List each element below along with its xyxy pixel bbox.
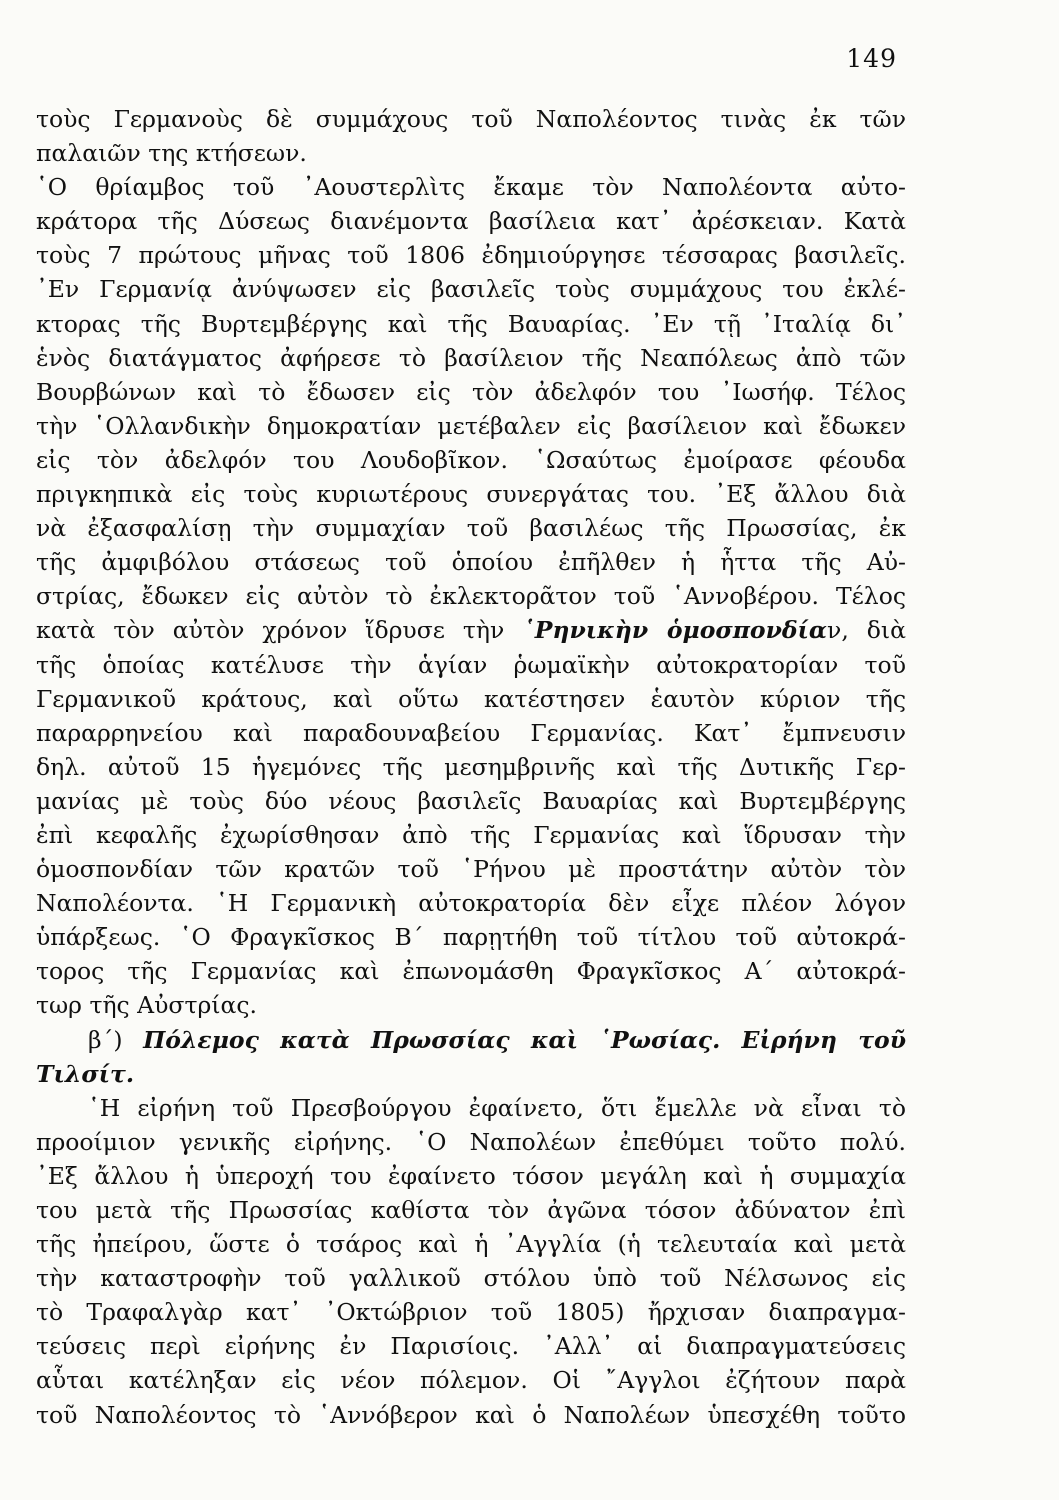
text-line: δηλ. αὐτοῦ 15 ἡγεμόνες τῆς μεσημβρινῆς καὶ τῆς Δυτικῆς Γερ- (36, 752, 906, 781)
text-line: τὴν ῾Ολλανδικὴν δημοκρατίαν μετέβαλεν εἰς βασίλειον καὶ ἔδωκεν (36, 411, 906, 440)
text-line: ἑνὸς διατάγματος ἀφήρεσε τὸ βασίλειον τῆς Νεαπόλεως ἀπὸ τῶν (36, 343, 906, 372)
text-line: ῾Ο θρίαμβος τοῦ ᾿Αουστερλὶτς ἔκαμε τὸν Ναπολέοντα αὐτο- (36, 173, 906, 202)
text-line: στρίας, ἔδωκεν εἰς αὐτὸν τὸ ἐκλεκτορᾶτον τοῦ ῾Αννοβέρου. Τέλος (36, 582, 906, 611)
text-line: ὁμοσπονδίαν τῶν κρατῶν τοῦ ῾Ρήνου μὲ προστάτην αὐτὸν τὸν (36, 855, 906, 884)
page-number: 149 (846, 44, 897, 73)
text-line: εἰς τὸν ἀδελφόν του Λουδοβῖκον. ῾Ωσαύτως ἐμοίρασε φέουδα (36, 445, 906, 474)
emphasized-text: Πόλεμος κατὰ Πρωσσίας καὶ ῾Ρωσίας. Εἰρήνη τοῦ (143, 1025, 906, 1054)
text-line: ὑπάρξεως. ῾Ο Φραγκῖσκος Β΄ παρῃτήθη τοῦ τίτλου τοῦ αὐτοκρά- (36, 923, 906, 952)
text-line: τῆς ἀμφιβόλου στάσεως τοῦ ὁποίου ἐπῆλθεν ἡ ἧττα τῆς Αὐ- (36, 548, 906, 577)
text-line: προοίμιον γενικῆς εἰρήνης. ῾Ο Ναπολέων ἐπεθύμει τοῦτο πολύ. (36, 1127, 906, 1156)
text-line: νὰ ἐξασφαλίσῃ τὴν συμμαχίαν τοῦ βασιλέως τῆς Πρωσσίας, ἐκ (36, 514, 906, 543)
text-line: τοὺς 7 πρώτους μῆνας τοῦ 1806 ἐδημιούργησε τέσσαρας βασιλεῖς. (36, 241, 906, 270)
body-text (36, 102, 906, 1432)
text-line: του μετὰ τῆς Πρωσσίας καθίστα τὸν ἀγῶνα τόσον ἀδύνατον ἐπὶ (36, 1196, 906, 1224)
text-line: παραρρηνείου καὶ παραδουναβείου Γερμανίας. Κατ᾿ ἔμπνευσιν (36, 718, 906, 747)
text-line: τῆς ἠπείρου, ὥστε ὁ τσάρος καὶ ἡ ᾿Αγγλία (ἡ τελευταία καὶ μετὰ (36, 1230, 906, 1259)
text-line: κράτορα τῆς Δύσεως διανέμοντα βασίλεια κατ᾿ ἀρέσκειαν. Κατὰ (36, 207, 906, 236)
text-line: κατὰ τὸν αὐτὸν χρόνον ἵδρυσε τὴν ῾Ρηνικὴν ὁμοσπονδίαν, διὰ (36, 616, 906, 645)
text-line: μανίας μὲ τοὺς δύο νέους βασιλεῖς Βαυαρίας καὶ Βυρτεμβέργης (36, 786, 906, 815)
text-line: ᾿Εν Γερμανίᾳ ἀνύψωσεν εἰς βασιλεῖς τοὺς συμμάχους του ἐκλέ- (36, 275, 906, 304)
text-line: τοὺς Γερμανοὺς δὲ συμμάχους τοῦ Ναπολέοντος τινὰς ἐκ τῶν (36, 105, 906, 133)
text-line: Βουρβώνων καὶ τὸ ἔδωσεν εἰς τὸν ἀδελφόν του ᾿Ιωσήφ. Τέλος (36, 377, 906, 406)
text-line (36, 1057, 906, 1091)
text-line: τωρ τῆς Αὐστρίας. (36, 991, 257, 1020)
text-line: πριγκηπικὰ εἰς τοὺς κυριωτέρους συνεργάτας του. ᾿Εξ ἄλλου διὰ (36, 480, 906, 509)
text-line: ᾿Εξ ἄλλου ἡ ὑπεροχή του ἐφαίνετο τόσον μεγάλη καὶ ἡ συμμαχία (36, 1161, 906, 1190)
text-line: ἐπὶ κεφαλῆς ἐχωρίσθησαν ἀπὸ τῆς Γερμανίας καὶ ἵδρυσαν τὴν (36, 820, 906, 849)
text-line: τὸ Τραφαλγὰρ κατ᾿ ᾿Οκτώβριον τοῦ 1805) ἤρχισαν διαπραγμα- (36, 1298, 906, 1327)
text-line: τὴν καταστροφὴν τοῦ γαλλικοῦ στόλου ὑπὸ τοῦ Νέλσωνος εἰς (36, 1264, 906, 1293)
text-line: Ναπολέοντα. ῾Η Γερμανικὴ αὐτοκρατορία δὲν εἶχε πλέον λόγον (36, 889, 906, 918)
text-line: παλαιῶν της κτήσεων. (36, 139, 307, 168)
text-line: κτορας τῆς Βυρτεμβέργης καὶ τῆς Βαυαρίας. ᾿Εν τῇ ᾿Ιταλίᾳ δι᾿ (36, 309, 906, 338)
text-line: τεύσεις περὶ εἰρήνης ἐν Παρισίοις. ᾿Αλλ᾿ αἱ διαπραγματεύσεις (36, 1332, 906, 1361)
text-line: ῾Η εἰρήνη τοῦ Πρεσβούργου ἐφαίνετο, ὅτι ἔμελλε νὰ εἶναι τὸ (88, 1093, 906, 1122)
text-line: αὗται κατέληξαν εἰς νέον πόλεμον. Οἱ ῎Αγγλοι ἐζήτουν παρὰ (36, 1366, 906, 1395)
emphasized-text: ῾Ρηνικὴν ὁμοσπονδία (504, 616, 828, 645)
text-line: Γερμανικοῦ κράτους, καὶ οὕτω κατέστησεν ἑαυτὸν κύριον τῆς (36, 684, 906, 713)
text-line: τοῦ Ναπολέοντος τὸ ῾Αννόβερον καὶ ὁ Ναπολέων ὑπεσχέθη τοῦτο (36, 1400, 906, 1429)
text-line: β΄) Πόλεμος κατὰ Πρωσσίας καὶ ῾Ρωσίας. Εἰρήνη τοῦ (88, 1025, 906, 1054)
text-line: τορος τῆς Γερμανίας καὶ ἐπωνομάσθη Φραγκῖσκος Α΄ αὐτοκρά- (36, 957, 906, 986)
text-line: τῆς ὁποίας κατέλυσε τὴν ἁγίαν ῥωμαϊκὴν αὐτοκρατορίαν τοῦ (36, 650, 906, 679)
emphasized-text: Τιλσίτ. (36, 1059, 135, 1088)
